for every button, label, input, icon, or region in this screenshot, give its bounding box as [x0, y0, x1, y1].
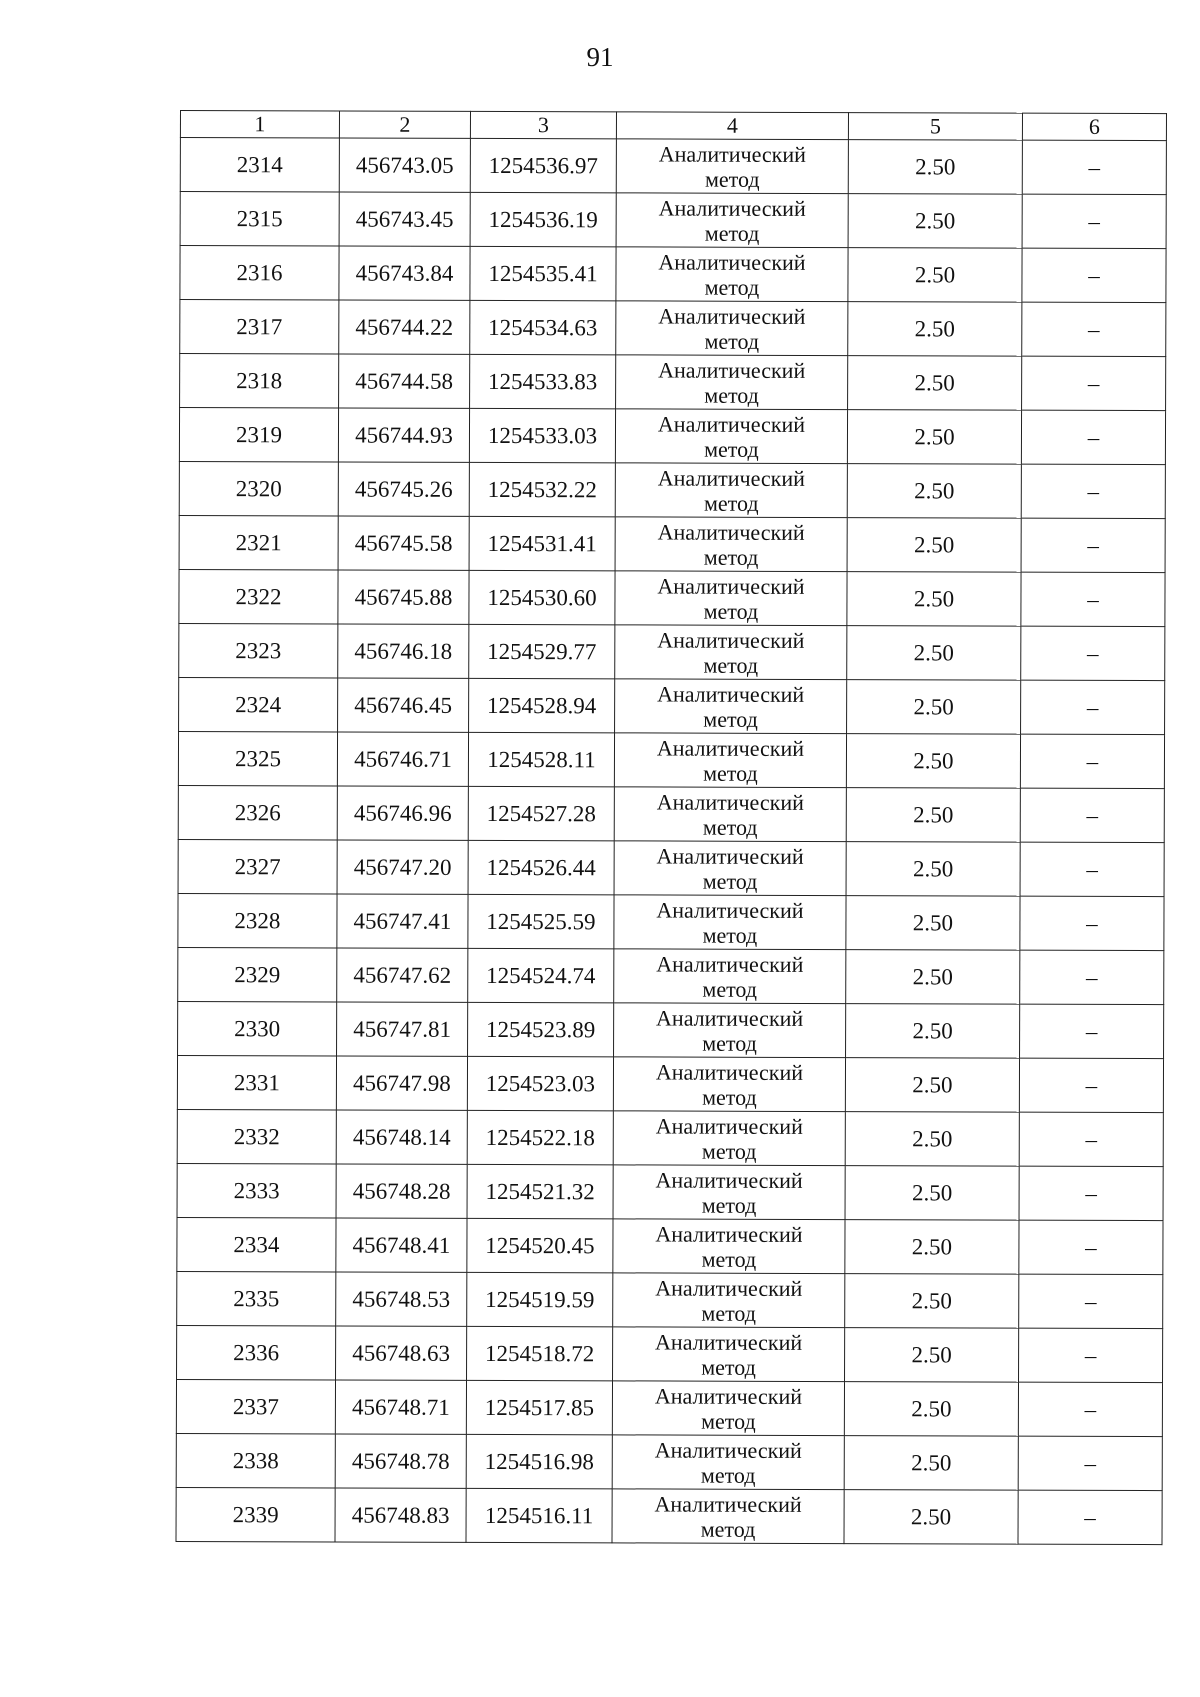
- y-coordinate-cell: 1254534.63: [470, 300, 616, 354]
- note-cell: –: [1020, 788, 1164, 842]
- note-cell: –: [1022, 140, 1166, 194]
- method-cell: [616, 247, 848, 302]
- method-text-line: Аналитический: [657, 411, 806, 437]
- method-text-line: метод: [703, 760, 758, 786]
- accuracy-cell: 2.50: [845, 1166, 1019, 1221]
- y-coordinate-cell: 1254517.85: [466, 1380, 612, 1434]
- accuracy-cell: 2.50: [846, 788, 1020, 843]
- point-number-cell: 2317: [180, 300, 339, 354]
- point-number-cell: 2316: [180, 246, 339, 300]
- y-coordinate-cell: 1254519.59: [467, 1272, 613, 1326]
- column-header-6: 6: [1022, 113, 1166, 140]
- table-row: [177, 1325, 1163, 1382]
- y-coordinate-cell: 1254530.60: [469, 570, 615, 624]
- method-cell: [616, 139, 848, 194]
- accuracy-cell: 2.50: [848, 302, 1022, 357]
- table-row: [177, 1055, 1163, 1112]
- accuracy-cell: 2.50: [845, 1220, 1019, 1275]
- point-number-cell: 2333: [177, 1163, 336, 1217]
- method-text-line: Аналитический: [655, 1166, 803, 1193]
- method-cell: [616, 355, 848, 410]
- method-text-line: метод: [701, 1192, 757, 1218]
- method-text-line: метод: [703, 652, 759, 678]
- note-cell: –: [1019, 1328, 1163, 1382]
- point-number-cell: 2329: [178, 947, 337, 1001]
- y-coordinate-cell: 1254523.89: [468, 1002, 614, 1056]
- y-coordinate-cell: 1254525.59: [468, 894, 614, 948]
- table-row: [180, 246, 1166, 303]
- accuracy-cell: 2.50: [846, 950, 1020, 1005]
- method-text-line: метод: [702, 976, 758, 1002]
- accuracy-cell: 2.50: [847, 572, 1021, 627]
- note-cell: –: [1019, 1274, 1163, 1328]
- point-number-cell: 2335: [177, 1271, 336, 1325]
- x-coordinate-cell: 456743.84: [339, 246, 470, 300]
- accuracy-cell: 2.50: [847, 518, 1021, 573]
- y-coordinate-cell: 1254532.22: [469, 462, 615, 516]
- method-text-line: метод: [700, 1462, 756, 1488]
- table-row: [179, 408, 1165, 465]
- table-row: [176, 1379, 1162, 1436]
- method-cell: [613, 1327, 845, 1382]
- x-coordinate-cell: 456748.71: [335, 1380, 466, 1434]
- table-row: [178, 731, 1164, 788]
- point-number-cell: 2328: [178, 893, 337, 947]
- x-coordinate-cell: 456746.45: [338, 678, 469, 732]
- y-coordinate-cell: 1254516.98: [466, 1434, 612, 1488]
- accuracy-cell: 2.50: [848, 194, 1022, 249]
- y-coordinate-cell: 1254536.19: [470, 192, 616, 246]
- note-cell: –: [1020, 950, 1164, 1004]
- method-cell: [614, 1003, 846, 1058]
- method-cell: [615, 625, 847, 680]
- x-coordinate-cell: 456747.81: [337, 1002, 468, 1056]
- method-cell: [615, 571, 847, 626]
- note-cell: –: [1021, 464, 1165, 518]
- method-text-line: метод: [704, 166, 760, 192]
- method-text-line: метод: [702, 814, 758, 840]
- y-coordinate-cell: 1254533.83: [470, 354, 616, 408]
- column-header-4: 4: [616, 112, 848, 140]
- method-text-line: Аналитический: [654, 1436, 802, 1463]
- accuracy-cell: 2.50: [847, 410, 1021, 465]
- table-row: [180, 138, 1166, 195]
- column-header-2: 2: [339, 111, 470, 138]
- point-number-cell: 2325: [178, 731, 337, 785]
- note-cell: –: [1022, 248, 1166, 302]
- x-coordinate-cell: 456747.41: [337, 894, 468, 948]
- x-coordinate-cell: 456746.96: [337, 786, 468, 840]
- x-coordinate-cell: 456748.53: [336, 1272, 467, 1326]
- y-coordinate-cell: 1254523.03: [467, 1056, 613, 1110]
- table-row: [180, 192, 1166, 249]
- method-text-line: метод: [704, 274, 760, 300]
- table-row: [176, 1487, 1162, 1544]
- method-text-line: метод: [704, 328, 760, 354]
- note-cell: –: [1022, 194, 1166, 248]
- point-number-cell: 2339: [176, 1487, 335, 1541]
- table-row: [179, 461, 1165, 518]
- method-text-line: Аналитический: [658, 195, 806, 221]
- accuracy-cell: 2.50: [848, 140, 1022, 195]
- note-cell: –: [1020, 842, 1164, 896]
- point-number-cell: 2324: [179, 677, 338, 731]
- table-row: [177, 1109, 1163, 1166]
- method-text-line: метод: [703, 706, 758, 732]
- method-text-line: Аналитический: [655, 1220, 803, 1247]
- table-row: [178, 893, 1164, 950]
- method-text-line: Аналитический: [658, 141, 806, 167]
- method-text-line: Аналитический: [655, 1328, 803, 1355]
- method-cell: [614, 949, 846, 1004]
- accuracy-cell: 2.50: [848, 356, 1022, 411]
- accuracy-cell: 2.50: [845, 1112, 1019, 1167]
- table-row: [178, 1001, 1164, 1058]
- method-cell: [613, 1111, 845, 1166]
- note-cell: –: [1021, 680, 1165, 734]
- method-cell: [613, 1273, 845, 1328]
- point-number-cell: 2320: [179, 461, 338, 515]
- method-text-line: Аналитический: [656, 843, 804, 869]
- note-cell: –: [1018, 1490, 1162, 1544]
- y-coordinate-cell: 1254531.41: [469, 516, 615, 570]
- y-coordinate-cell: 1254516.11: [466, 1488, 612, 1542]
- point-number-cell: 2336: [177, 1325, 336, 1379]
- method-cell: [612, 1489, 844, 1544]
- point-number-cell: 2322: [179, 569, 338, 623]
- method-text-line: метод: [701, 1246, 757, 1272]
- y-coordinate-cell: 1254528.94: [469, 678, 615, 732]
- x-coordinate-cell: 456748.28: [336, 1164, 467, 1218]
- column-header-1: 1: [180, 111, 339, 138]
- note-cell: –: [1019, 1058, 1163, 1112]
- y-coordinate-cell: 1254522.18: [467, 1110, 613, 1164]
- method-cell: [615, 517, 847, 572]
- method-text-line: Аналитический: [654, 1490, 802, 1517]
- table-row: [180, 354, 1166, 411]
- x-coordinate-cell: 456748.78: [335, 1434, 466, 1488]
- x-coordinate-cell: 456748.83: [335, 1488, 466, 1542]
- table-body: [176, 138, 1166, 1545]
- method-text-line: Аналитический: [658, 303, 806, 329]
- point-number-cell: 2318: [180, 354, 339, 408]
- method-text-line: метод: [701, 1354, 756, 1380]
- x-coordinate-cell: 456744.93: [338, 408, 469, 462]
- note-cell: –: [1018, 1436, 1162, 1490]
- method-text-line: Аналитический: [657, 681, 805, 707]
- point-number-cell: 2323: [179, 623, 338, 677]
- x-coordinate-cell: 456745.58: [338, 516, 469, 570]
- point-number-cell: 2314: [180, 138, 339, 192]
- method-text-line: Аналитический: [655, 1274, 803, 1301]
- table-row: [177, 1271, 1163, 1328]
- method-text-line: Аналитический: [656, 951, 804, 977]
- method-text-line: метод: [702, 1030, 757, 1056]
- table-row: [177, 1163, 1163, 1220]
- x-coordinate-cell: 456743.05: [339, 138, 470, 192]
- method-text-line: метод: [703, 598, 759, 624]
- y-coordinate-cell: 1254518.72: [467, 1326, 613, 1380]
- method-text-line: метод: [702, 868, 758, 894]
- y-coordinate-cell: 1254524.74: [468, 948, 614, 1002]
- x-coordinate-cell: 456745.26: [338, 462, 469, 516]
- method-text-line: метод: [702, 922, 758, 948]
- table-row: [179, 623, 1165, 680]
- x-coordinate-cell: 456746.18: [338, 624, 469, 678]
- y-coordinate-cell: 1254520.45: [467, 1218, 613, 1272]
- method-text-line: Аналитический: [655, 1112, 803, 1139]
- point-number-cell: 2326: [178, 785, 337, 839]
- y-coordinate-cell: 1254535.41: [470, 246, 616, 300]
- point-number-cell: 2338: [176, 1433, 335, 1487]
- x-coordinate-cell: 456748.41: [336, 1218, 467, 1272]
- method-text-line: метод: [702, 1084, 757, 1110]
- accuracy-cell: 2.50: [847, 464, 1021, 519]
- method-cell: [614, 841, 846, 896]
- method-cell: [614, 733, 846, 788]
- note-cell: –: [1019, 1220, 1163, 1274]
- x-coordinate-cell: 456748.14: [336, 1110, 467, 1164]
- x-coordinate-cell: 456747.62: [337, 948, 468, 1002]
- point-number-cell: 2330: [178, 1001, 337, 1055]
- point-number-cell: 2319: [179, 408, 338, 462]
- method-text-line: метод: [704, 382, 759, 408]
- note-cell: –: [1018, 1382, 1162, 1436]
- table-row: [178, 785, 1164, 842]
- point-number-cell: 2332: [177, 1109, 336, 1163]
- method-cell: [612, 1381, 844, 1436]
- method-text-line: Аналитический: [654, 1382, 803, 1409]
- x-coordinate-cell: 456744.58: [339, 354, 470, 408]
- accuracy-cell: 2.50: [846, 734, 1020, 789]
- point-number-cell: 2315: [180, 192, 339, 246]
- column-header-3: 3: [470, 111, 616, 138]
- table-row: [176, 1433, 1162, 1490]
- accuracy-cell: 2.50: [847, 680, 1021, 735]
- method-text-line: Аналитический: [657, 627, 805, 653]
- accuracy-cell: 2.50: [846, 842, 1020, 897]
- method-text-line: Аналитический: [655, 1058, 804, 1085]
- x-coordinate-cell: 456743.45: [339, 192, 470, 246]
- method-text-line: метод: [701, 1408, 756, 1434]
- method-text-line: метод: [703, 490, 759, 516]
- method-cell: [614, 895, 846, 950]
- method-text-line: метод: [704, 436, 759, 462]
- method-text-line: метод: [703, 544, 759, 570]
- accuracy-cell: 2.50: [845, 1058, 1019, 1113]
- method-text-line: Аналитический: [656, 897, 804, 923]
- method-text-line: метод: [701, 1138, 757, 1164]
- accuracy-cell: 2.50: [846, 896, 1020, 951]
- note-cell: –: [1019, 1112, 1163, 1166]
- method-text-line: Аналитический: [656, 789, 804, 815]
- y-coordinate-cell: 1254521.32: [467, 1164, 613, 1218]
- y-coordinate-cell: 1254529.77: [469, 624, 615, 678]
- y-coordinate-cell: 1254527.28: [468, 786, 614, 840]
- table-row: [179, 677, 1165, 734]
- method-text-line: Аналитический: [656, 735, 805, 761]
- x-coordinate-cell: 456747.98: [336, 1056, 467, 1110]
- method-cell: [612, 1435, 844, 1490]
- point-number-cell: 2331: [177, 1055, 336, 1109]
- note-cell: –: [1020, 734, 1164, 788]
- note-cell: –: [1021, 626, 1165, 680]
- x-coordinate-cell: 456744.22: [339, 300, 470, 354]
- accuracy-cell: 2.50: [845, 1328, 1019, 1383]
- method-cell: [613, 1057, 845, 1112]
- method-text-line: метод: [700, 1516, 756, 1542]
- table-row: [178, 947, 1164, 1004]
- point-number-cell: 2321: [179, 515, 338, 569]
- coordinates-table: [176, 110, 1167, 1545]
- method-text-line: Аналитический: [658, 249, 806, 275]
- x-coordinate-cell: 456746.71: [337, 732, 468, 786]
- method-text-line: метод: [704, 220, 760, 246]
- x-coordinate-cell: 456748.63: [336, 1326, 467, 1380]
- note-cell: –: [1021, 572, 1165, 626]
- note-cell: –: [1019, 1166, 1163, 1220]
- note-cell: –: [1021, 518, 1165, 572]
- method-cell: [616, 301, 848, 356]
- method-cell: [613, 1219, 845, 1274]
- point-number-cell: 2337: [176, 1379, 335, 1433]
- method-cell: [615, 409, 847, 464]
- method-text-line: Аналитический: [657, 573, 805, 599]
- table-row: [179, 515, 1165, 572]
- page-number: 91: [586, 42, 614, 72]
- method-cell: [615, 679, 847, 734]
- method-text-line: Аналитический: [657, 465, 805, 491]
- y-coordinate-cell: 1254533.03: [469, 408, 615, 462]
- accuracy-cell: 2.50: [844, 1382, 1018, 1437]
- note-cell: –: [1022, 302, 1166, 356]
- accuracy-cell: 2.50: [847, 626, 1021, 681]
- note-cell: –: [1022, 356, 1166, 410]
- method-text-line: метод: [701, 1300, 757, 1326]
- y-coordinate-cell: 1254526.44: [468, 840, 614, 894]
- note-cell: –: [1020, 1004, 1164, 1058]
- accuracy-cell: 2.50: [844, 1436, 1018, 1491]
- x-coordinate-cell: 456745.88: [338, 570, 469, 624]
- y-coordinate-cell: 1254528.11: [468, 732, 614, 786]
- table-row: [179, 569, 1165, 626]
- note-cell: –: [1021, 410, 1165, 464]
- point-number-cell: 2327: [178, 839, 337, 893]
- method-text-line: Аналитический: [657, 519, 805, 545]
- accuracy-cell: 2.50: [848, 248, 1022, 303]
- y-coordinate-cell: 1254536.97: [470, 138, 616, 192]
- method-cell: [616, 193, 848, 248]
- header-row: [180, 111, 1166, 141]
- table-header: [180, 111, 1166, 141]
- method-cell: [614, 787, 846, 842]
- table-row: [180, 300, 1166, 357]
- column-header-5: 5: [848, 113, 1022, 141]
- accuracy-cell: 2.50: [846, 1004, 1020, 1059]
- note-cell: –: [1020, 896, 1164, 950]
- point-number-cell: 2334: [177, 1217, 336, 1271]
- method-cell: [615, 463, 847, 518]
- table-row: [178, 839, 1164, 896]
- x-coordinate-cell: 456747.20: [337, 840, 468, 894]
- accuracy-cell: 2.50: [844, 1490, 1018, 1545]
- method-cell: [613, 1165, 845, 1220]
- accuracy-cell: 2.50: [845, 1274, 1019, 1329]
- method-text-line: Аналитический: [658, 357, 806, 383]
- table-row: [177, 1217, 1163, 1274]
- method-text-line: Аналитический: [656, 1005, 804, 1031]
